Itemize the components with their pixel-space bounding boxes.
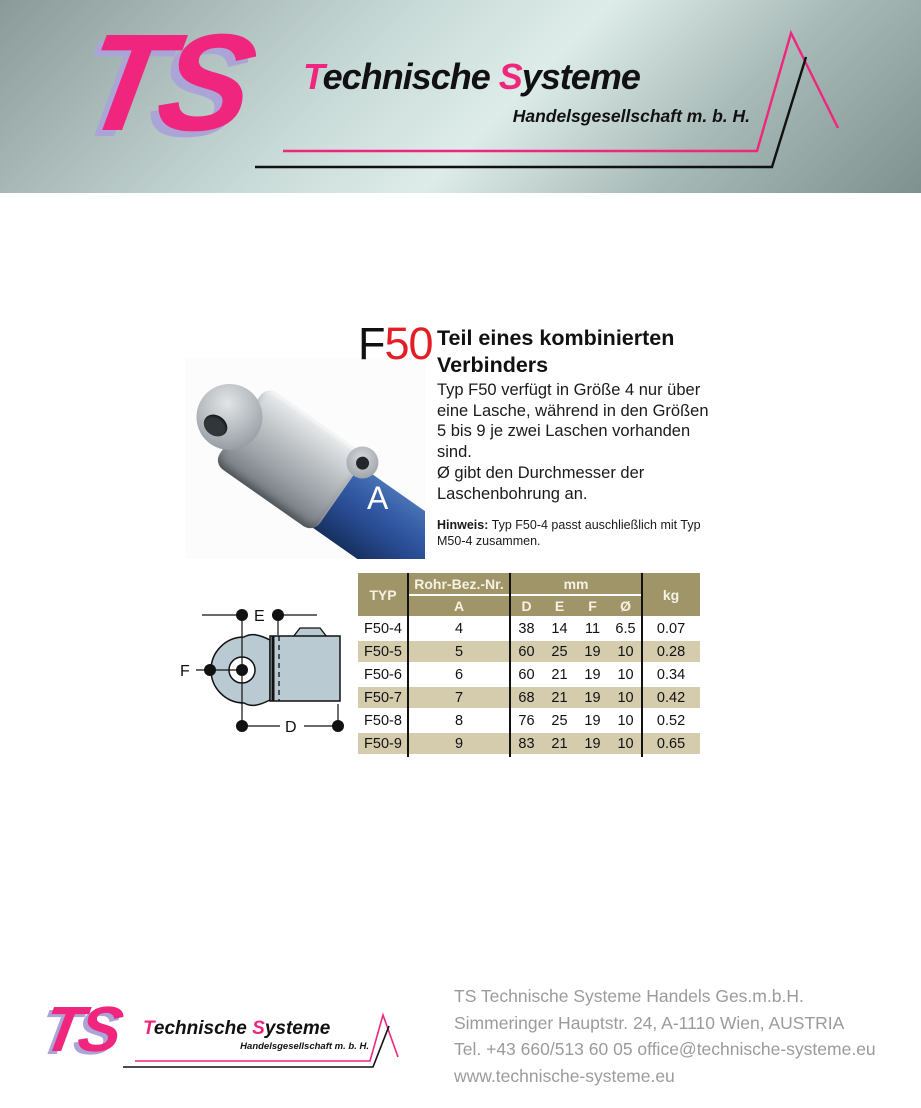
table-row [358,686,700,709]
cell-d: 68 [510,686,543,709]
cell-f: 19 [576,709,609,732]
note-text: Typ F50-4 passt auschließlich mit Typ M50-4 zusammen. [437,518,701,548]
description-line: 5 bis 9 je zwei Laschen vorhanden [437,422,691,441]
table-header-row [358,573,700,595]
table-row [358,709,700,732]
table-row [358,640,700,663]
cell-kg: 0.42 [642,686,700,709]
footer-address [454,983,876,1089]
dim-label-e: E [254,608,265,625]
dim-dot [236,664,248,676]
cell-typ: F50-9 [358,732,408,755]
cell-d: 83 [510,732,543,755]
dim-dot [236,720,248,732]
ts-logo: TS [71,6,258,160]
product-code [358,318,433,370]
address-line-street: Simmeringer Hauptstr. 24, A-1110 Wien, AUSTRIA [454,1012,845,1033]
note-label: Hinweis: [437,518,489,532]
header-kg: kg [642,573,700,617]
cell-d: 76 [510,709,543,732]
cell-a: 6 [408,663,510,686]
footer-brand-word-1: echnische [153,1018,253,1039]
cell-f: 19 [576,686,609,709]
footer-brand-letter-s: S [252,1018,265,1039]
cell-typ: F50-5 [358,640,408,663]
dim-dot [204,664,216,676]
table-row [358,663,700,686]
footer-brand-letter-t: T [143,1018,154,1039]
cell-a: 7 [408,686,510,709]
dim-dot [236,609,248,621]
cell-dia: 10 [609,640,642,663]
cell-e: 14 [543,617,576,640]
address-line-website: www.technische-systeme.eu [454,1065,675,1086]
photo-label-a: A [367,480,389,516]
cell-kg: 0.28 [642,640,700,663]
dim-dot [272,609,284,621]
cell-f: 19 [576,663,609,686]
header-mm: mm [510,573,642,595]
cell-typ: F50-6 [358,663,408,686]
description-line: eine Lasche, während in den Größen [437,401,709,420]
subheader-a: A [408,595,510,617]
dim-dot [332,720,344,732]
cell-d: 38 [510,617,543,640]
cell-dia: 10 [609,709,642,732]
cell-f: 19 [576,732,609,755]
brand-title [303,56,640,98]
tech-drawing [148,583,373,751]
table-divider [407,573,409,757]
lug-hole [200,410,232,441]
product-title-line2: Verbinders [437,353,549,377]
subheader-d: D [510,595,543,617]
cell-typ: F50-4 [358,617,408,640]
drawing-body [270,636,340,701]
footer-brand-title [143,1018,330,1040]
brand-word-1: echnische [322,56,499,97]
spec-table [358,573,700,757]
cell-e: 21 [543,686,576,709]
cell-a: 9 [408,732,510,755]
product-code-number: 50 [384,318,433,369]
dim-label-f: F [180,663,190,680]
description-line: Typ F50 verfügt in Größe 4 nur über [437,381,701,399]
set-screw-hole [353,454,371,472]
address-line-company: TS Technische Systeme Handels Ges.m.b.H. [454,986,804,1006]
subheader-f: F [576,595,609,617]
description-line: Ø gibt den Durchmesser der [437,463,645,482]
cell-e: 25 [543,640,576,663]
product-code-letter: F [358,318,385,369]
cell-dia: 10 [609,732,642,755]
brand-word-2: ysteme [521,56,640,97]
product-title-line1: Teil eines kombinierten [437,326,675,350]
cell-f: 19 [576,640,609,663]
cell-dia: 6.5 [609,617,642,640]
header-typ: TYP [358,573,408,617]
cell-a: 8 [408,709,510,732]
address-line-contact: Tel. +43 660/513 60 05 office@technische-systeme.eu [454,1039,876,1059]
cell-d: 60 [510,663,543,686]
dim-label-d: D [285,719,297,736]
brand-letter-t: T [303,56,323,97]
table-row [358,617,700,640]
cell-e: 21 [543,663,576,686]
cell-e: 25 [543,709,576,732]
fitting-assembly [185,360,425,559]
header-rohr: Rohr-Bez.-Nr. [408,573,510,595]
cell-typ: F50-7 [358,686,408,709]
cell-d: 60 [510,640,543,663]
cell-e: 21 [543,732,576,755]
cell-dia: 10 [609,686,642,709]
footer-brand-word-2: ysteme [264,1018,331,1039]
brand-letter-s: S [498,56,522,97]
cell-f: 11 [576,617,609,640]
footer-brand-subtitle: Handelsgesellschaft m. b. H. [240,1041,369,1052]
table-row [358,732,700,755]
description-line: Laschenbohrung an. [437,484,588,503]
cell-typ: F50-8 [358,709,408,732]
brand-subtitle: Handelsgesellschaft m. b. H. [512,106,750,126]
product-note [437,517,709,549]
product-photo [185,358,425,559]
cell-kg: 0.65 [642,732,700,755]
cell-dia: 10 [609,663,642,686]
table-divider [641,573,643,757]
subheader-dia: Ø [609,595,642,617]
footer-ts-logo: TS [37,993,125,1065]
cell-a: 5 [408,640,510,663]
table-divider [509,573,511,757]
cell-kg: 0.07 [642,617,700,640]
product-title [437,325,717,379]
header-banner [0,0,921,193]
description-line: sind. [437,443,472,462]
cell-kg: 0.52 [642,709,700,732]
cell-a: 4 [408,617,510,640]
cell-kg: 0.34 [642,663,700,686]
product-description [437,380,722,504]
subheader-e: E [543,595,576,617]
